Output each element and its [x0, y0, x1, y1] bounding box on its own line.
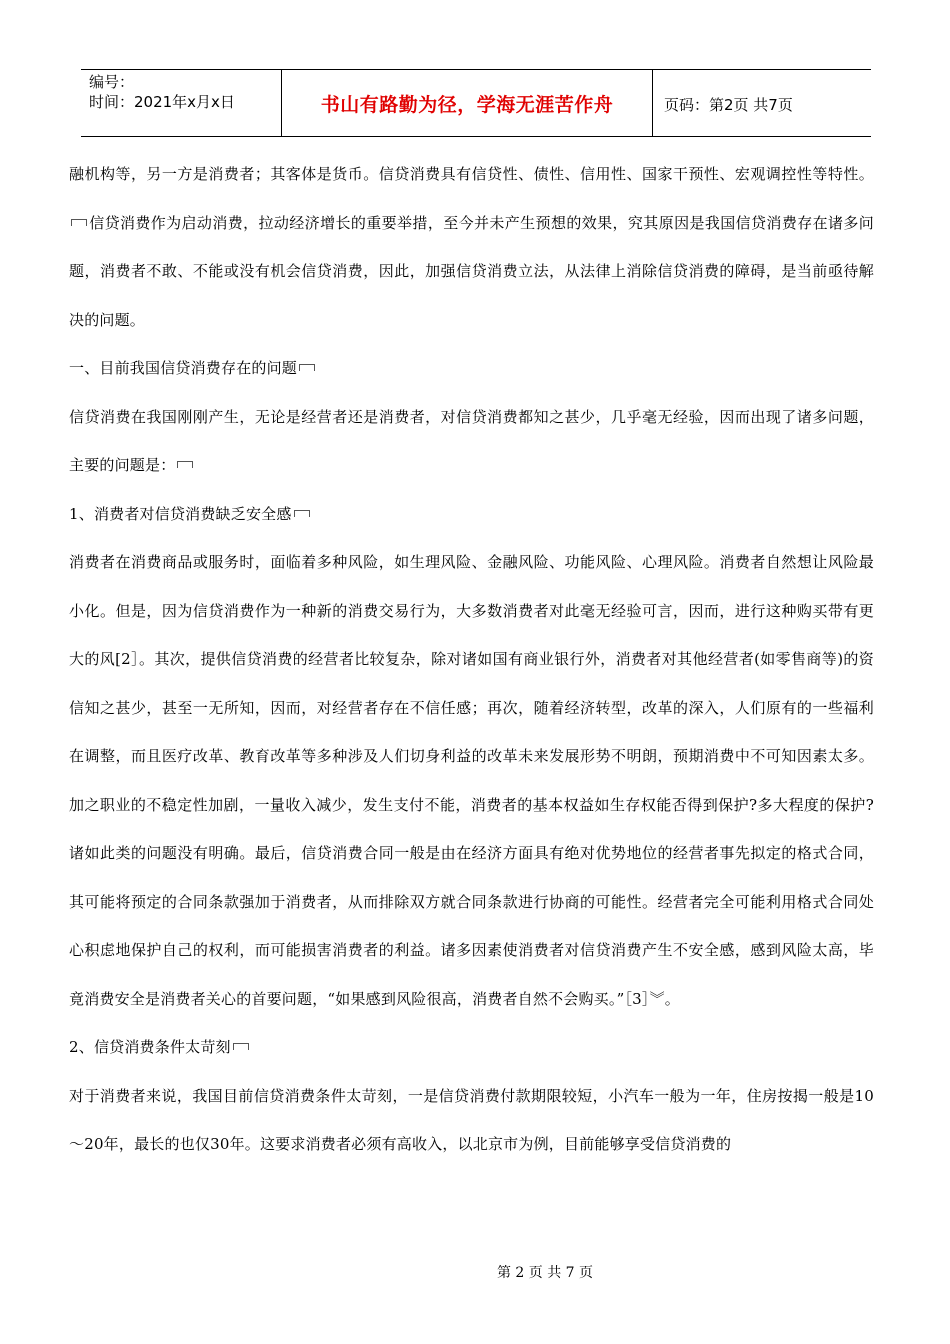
- page-header: [81, 69, 871, 137]
- page-footer: 第 2 页 共 7 页: [496, 1265, 594, 1281]
- section-heading: [69, 344, 874, 393]
- paragraph-text: 对于消费者来说，我国目前信贷消费条件太苛刻，一是信贷消费付款期限较短，小汽车一般为一年，住房按揭一般是10～20年，最长的也仅30年。这要求消费者必须有高收入，以北京市为例，目前能够享受信贷消费的: [69, 1086, 874, 1153]
- paragraph-text: 信贷消费在我国刚刚产生，无论是经营者还是消费者，对信贷消费都知之甚少，几乎毫无经验，因而出现了诸多问题，主要的问题是：: [69, 407, 874, 474]
- paragraph: [69, 393, 874, 490]
- heading-text: 一、目前我国信贷消费存在的问题: [69, 359, 298, 377]
- header-divider: [652, 70, 653, 136]
- paragraph-mark-icon: [299, 364, 315, 371]
- paragraph: [69, 538, 874, 1023]
- document-body: [69, 150, 874, 1169]
- paragraph-text: 消费者在消费商品或服务时，面临着多种风险，如生理风险、金融风险、功能风险、心理风险。消费者自然想让风险最小化。但是，因为信贷消费作为一种新的消费交易行为，大多数消费者对此毫无经验可言，因而，进行这种购买带有更大的风[2］。其次，提供信贷消费的经营者比较复杂，除对诸如国有商业银行外，消费者对其他经营者(如零售商等)的资信知之甚少，甚至一无所知，因而，对经营者存在不信任感；再次，随着经济转型，改革的深入，人们原有的一些福利在调整，而且医疗改革、教育改革等多种涉及人们切身利益的改革未来发展形势不明朗，预期消费中不可知因素太多。加之职业的不稳定性加剧，一量收入减少，发生支付不能，消费者的基本权益如生存权能否得到保护?多大程度的保护?诸如此类的问题没有明确。最后，信贷消费合同一般是由在经济方面具有绝对优势地位的经营者事先拟定的格式合同，其可能将预定的合同条款强加于消费者，从而排除双方就合同条款进行协商的可能性。经营者完全可能利用格式合同处心积虑地保护自己的权利，而可能损害消费者的利益。诸多因素使消费者对信贷消费产生不安全感，感到风险太高，毕竟消费安全是消费者关心的首要问题，“如果感到风险很高，消费者自然不会购买。”［3］︾。: [69, 553, 874, 1008]
- paragraph-text: 融机构等，另一方是消费者；其客体是货币。信贷消费具有信贷性、债性、信用性、国家干预性、宏观调控性等特性。: [69, 165, 874, 183]
- header-meta: [89, 72, 235, 112]
- header-motto: 书山有路勤为径，学海无涯苦作舟: [320, 94, 614, 116]
- paragraph-mark-icon: [294, 510, 310, 517]
- paragraph-mark-icon: [71, 219, 87, 226]
- paragraph: [69, 1072, 874, 1169]
- section-heading: [69, 1023, 874, 1072]
- paragraph-mark-icon: [177, 461, 193, 468]
- paragraph: [69, 150, 874, 344]
- heading-text: 2、信贷消费条件太苛刻: [69, 1038, 231, 1056]
- paragraph-text: 信贷消费作为启动消费，拉动经济增长的重要举措，至今并未产生预想的效果，究其原因是我国信贷消费存在诸多问题，消费者不敢、不能或没有机会信贷消费，因此，加强信贷消费立法，从法律上消除信贷消费的障碍，是当前亟待解决的问题。: [69, 213, 874, 329]
- paragraph-mark-icon: [233, 1043, 249, 1050]
- header-number-label: 编号：: [89, 73, 135, 91]
- header-time-label: 时间：2021年x月x日: [89, 93, 235, 111]
- heading-text: 1、消费者对信贷消费缺乏安全感: [69, 504, 292, 523]
- section-heading: [69, 490, 874, 539]
- header-page-info: 页码：第2页 共7页: [664, 96, 793, 114]
